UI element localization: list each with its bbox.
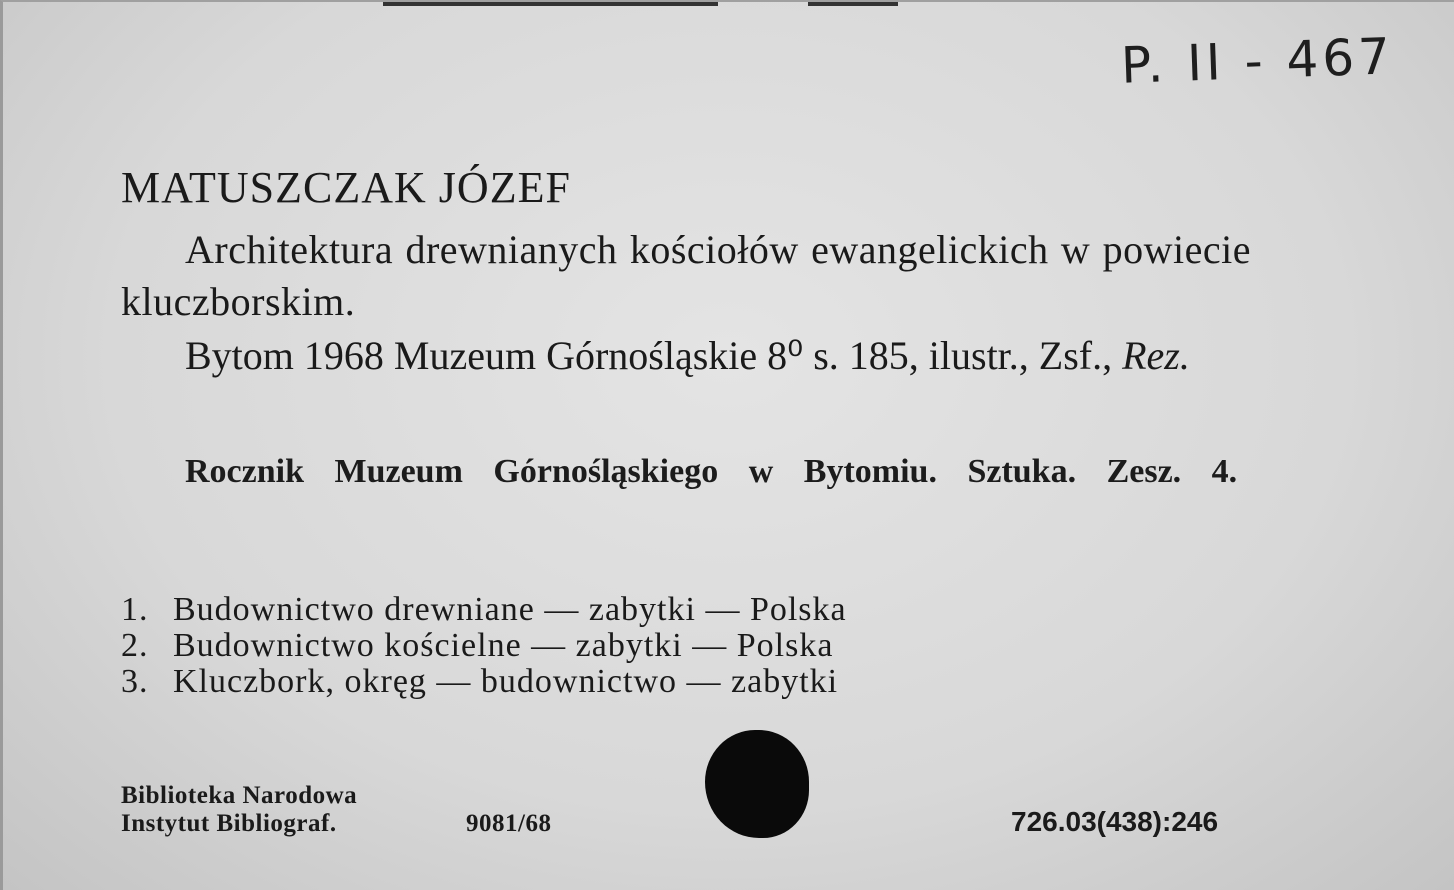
footer-line-2: Instytut Bibliograf. — [121, 810, 337, 837]
punch-hole — [705, 730, 809, 838]
card-code: 9081/68 — [466, 810, 552, 837]
subject-heading: 3. Kluczbork, okręg — budownictwo — zabytki — [121, 663, 839, 700]
subject-heading: 2. Budownictwo kościelne — zabytki — Polska — [121, 627, 834, 664]
publication-note: Rez. — [1122, 333, 1190, 378]
publisher-footer — [121, 782, 552, 838]
top-edge-mark — [808, 2, 898, 6]
publication-text: Bytom 1968 Muzeum Górnośląskie 8⁰ s. 185, ilustr., Zsf., — [185, 333, 1113, 378]
publication-details — [121, 330, 1251, 382]
subject-headings — [121, 592, 847, 700]
top-edge-mark — [383, 2, 718, 6]
subject-heading: 1. Budownictwo drewniane — zabytki — Polska — [121, 591, 847, 628]
call-number: P. II - 467 — [1120, 27, 1395, 95]
series-statement: Rocznik Muzeum Górnośląskiego w Bytomiu. Sztuka. Zesz. 4. — [185, 453, 1238, 490]
footer-line-1: Biblioteka Narodowa — [121, 782, 358, 809]
author-heading: MATUSZCZAK JÓZEF — [121, 163, 571, 212]
classification-number: 726.03(438):246 — [1011, 806, 1219, 837]
book-title: Architektura drewnianych kościołów ewangelickich w powiecie kluczborskim. — [121, 227, 1251, 324]
